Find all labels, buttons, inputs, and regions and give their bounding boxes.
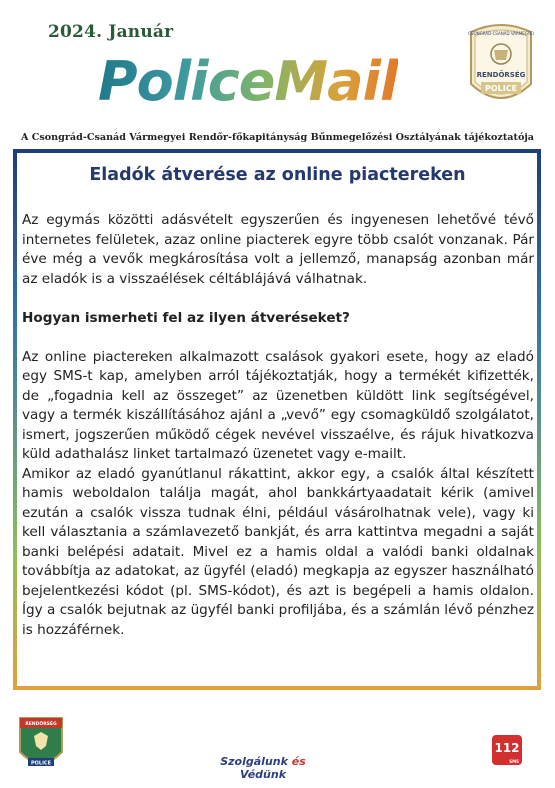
slogan-part-2: Védünk xyxy=(239,768,287,781)
emergency-112-icon xyxy=(492,735,522,765)
article-body xyxy=(22,211,534,640)
svg-text:RENDŐRSÉG: RENDŐRSÉG xyxy=(25,722,57,727)
slogan-part-1: Szolgálunk xyxy=(220,755,288,768)
police-badge-icon xyxy=(466,22,536,108)
article-title: Eladók átverése az online piactereken xyxy=(89,165,466,185)
svg-text:RENDŐRSÉG: RENDŐRSÉG xyxy=(476,71,526,79)
svg-text:CSONGRÁD-CSANÁD VÁRMEGYEI: CSONGRÁD-CSANÁD VÁRMEGYEI xyxy=(468,31,534,36)
intro-paragraph: Az egymás közötti adásvételt egyszerűen és ingyenesen lehetővé tévő internetes felületek, azaz online piacterek egyre több csalót vonzanak. Pár éve még a vevők megkárosítása volt a jellemző, manapság azonban már az eladók is a visszaélések céltáblájává válhatnak. xyxy=(22,212,534,287)
svg-text:POLICE: POLICE xyxy=(30,760,52,767)
emergency-number: 112 xyxy=(494,741,520,755)
newsletter-logo: PoliceMail xyxy=(98,50,398,113)
emergency-sms-label: SMS xyxy=(509,759,519,764)
svg-text:POLICE: POLICE xyxy=(484,84,518,93)
question-heading: Hogyan ismerheti fel az ilyen átveréseket? xyxy=(22,309,350,326)
newsletter-subtitle: A Csongrád-Csanád Vármegyei Rendőr-főkapitányság Bűnmegelőzési Osztályának tájékoztatója xyxy=(20,132,535,143)
police-shield-icon xyxy=(16,712,66,776)
slogan-and: és xyxy=(291,755,306,768)
slogan xyxy=(203,755,323,781)
paragraph-1: Az online piactereken alkalmazott csalások gyakori esete, hogy az eladó egy SMS-t kap, amelyben arról tájékoztatják, hogy a termékét kifizették, de „fogadnia kell az összeget” az üzenetben küldött link segítségével, vagy a termék kiszállításához ajánl a „vevő” egy csomagküldő szolgálatot, ismert, jogszerűen működő cégek nevével visszaélve, és rájuk hivatkozva küld adathalász linket tartalmazó üzenetet vagy e-mailt. xyxy=(22,348,534,462)
paragraph-2: Amikor az eladó gyanútlanul rákattint, akkor egy, a csalók által készített hamis weboldalon találja magát, ahol bankkártyaadatait kérik (amivel ezután a csalók vissza tudnak élni, például vásárolhatnak vele), vagy ki kell választania a számlavezető bankját, és arra kattintva megadni a saját banki belépési adatait. Mivel ez a hamis oldal a valódi banki oldalnak továbbítja az adatokat, az ügyfél (eladó) megkapja az egyszer használható bejelentkezési kódot (pl. SMS-kódot), és azt is begépeli a hamis oldalon. Így a csalók bejutnak az ügyfél banki profiljába, és a számlán lévő pénzhez is hozzáférnek. xyxy=(22,465,534,638)
issue-date: 2024. Január xyxy=(48,22,174,42)
